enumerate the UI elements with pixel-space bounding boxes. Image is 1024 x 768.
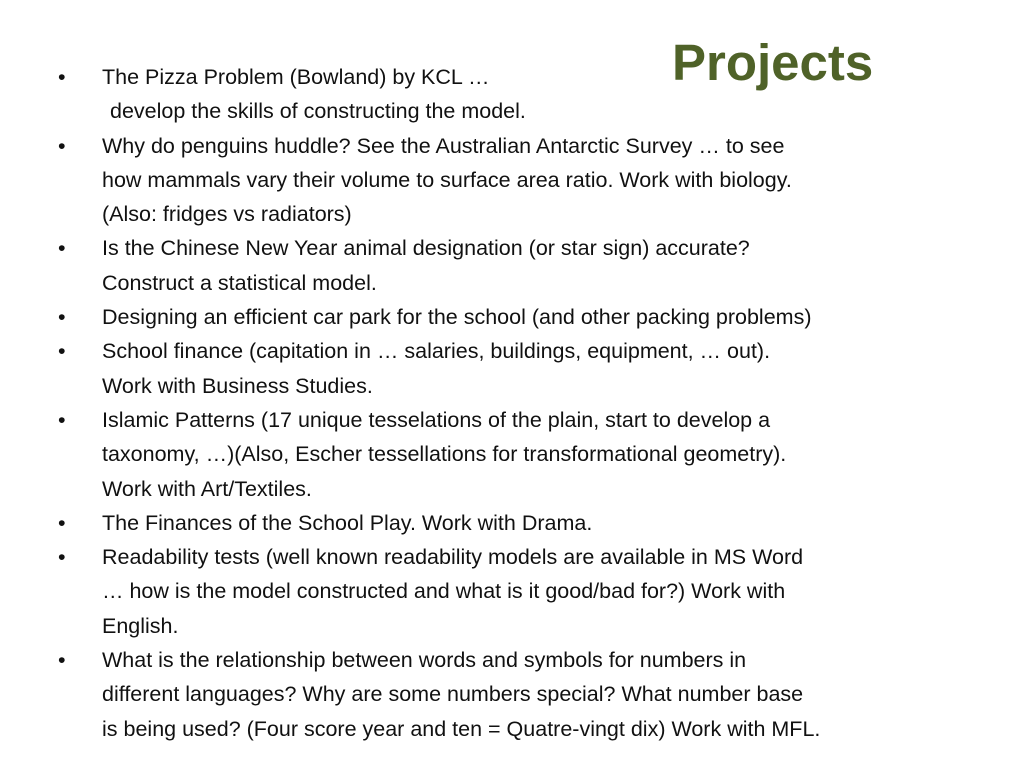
bullet-item bbox=[58, 300, 988, 334]
bullet-text-line: develop the skills of constructing the model. bbox=[110, 99, 526, 124]
bullet-item bbox=[58, 403, 988, 506]
bullet-text-line: Why do penguins huddle? See the Australian Antarctic Survey … to see bbox=[102, 133, 785, 158]
bullet-text-line: The Pizza Problem (Bowland) by KCL … bbox=[102, 65, 490, 89]
bullet-icon: • bbox=[58, 407, 66, 432]
bullet-icon: • bbox=[58, 545, 66, 570]
bullet-icon: • bbox=[58, 339, 66, 364]
bullet-text-line: Work with Business Studies. bbox=[102, 373, 373, 398]
slide-title: Projects bbox=[672, 34, 874, 91]
bullet-text-line: Is the Chinese New Year animal designation (or star sign) accurate? bbox=[102, 236, 750, 261]
bullet-icon: • bbox=[58, 65, 66, 89]
bullet-item bbox=[58, 231, 988, 300]
bullet-item bbox=[58, 506, 988, 540]
bullet-icon: • bbox=[58, 648, 66, 673]
bullet-text-line: taxonomy, …)(Also, Escher tessellations for transformational geometry). bbox=[102, 442, 787, 467]
bullet-text-line: is being used? (Four score year and ten = Quatre-vingt dix) Work with MFL. bbox=[102, 716, 821, 741]
bullet-icon: • bbox=[58, 236, 66, 261]
bullet-text-line: Designing an efficient car park for the school (and other packing problems) bbox=[102, 305, 812, 330]
bullet-item bbox=[58, 129, 988, 232]
bullet-text-line: School finance (capitation in … salaries, buildings, equipment, … out). bbox=[102, 339, 771, 364]
bullet-text-line: Readability tests (well known readability models are available in MS Word bbox=[102, 545, 804, 570]
bullet-text-line: Construct a statistical model. bbox=[102, 270, 377, 295]
bullet-list bbox=[58, 60, 988, 746]
bullet-text-line: how mammals vary their volume to surface area ratio. Work with biology. bbox=[102, 167, 792, 192]
bullet-item bbox=[58, 540, 988, 643]
bullet-text-line: What is the relationship between words and symbols for numbers in bbox=[102, 648, 747, 673]
bullet-icon: • bbox=[58, 305, 66, 330]
bullet-icon: • bbox=[58, 510, 66, 535]
bullet-text-line: (Also: fridges vs radiators) bbox=[102, 202, 352, 227]
bullet-item bbox=[58, 643, 988, 746]
bullet-icon: • bbox=[58, 133, 66, 158]
bullet-item bbox=[58, 334, 988, 403]
bullet-text-line: Islamic Patterns (17 unique tesselations of the plain, start to develop a bbox=[102, 407, 771, 432]
bullet-text-line: English. bbox=[102, 613, 179, 638]
bullet-text-line: Work with Art/Textiles. bbox=[102, 476, 312, 501]
bullet-item bbox=[58, 60, 988, 129]
bullet-text-line: … how is the model constructed and what is it good/bad for?) Work with bbox=[102, 579, 786, 604]
bullet-text-line: different languages? Why are some numbers special? What number base bbox=[102, 682, 804, 707]
bullet-text-line: The Finances of the School Play. Work with Drama. bbox=[102, 510, 593, 535]
